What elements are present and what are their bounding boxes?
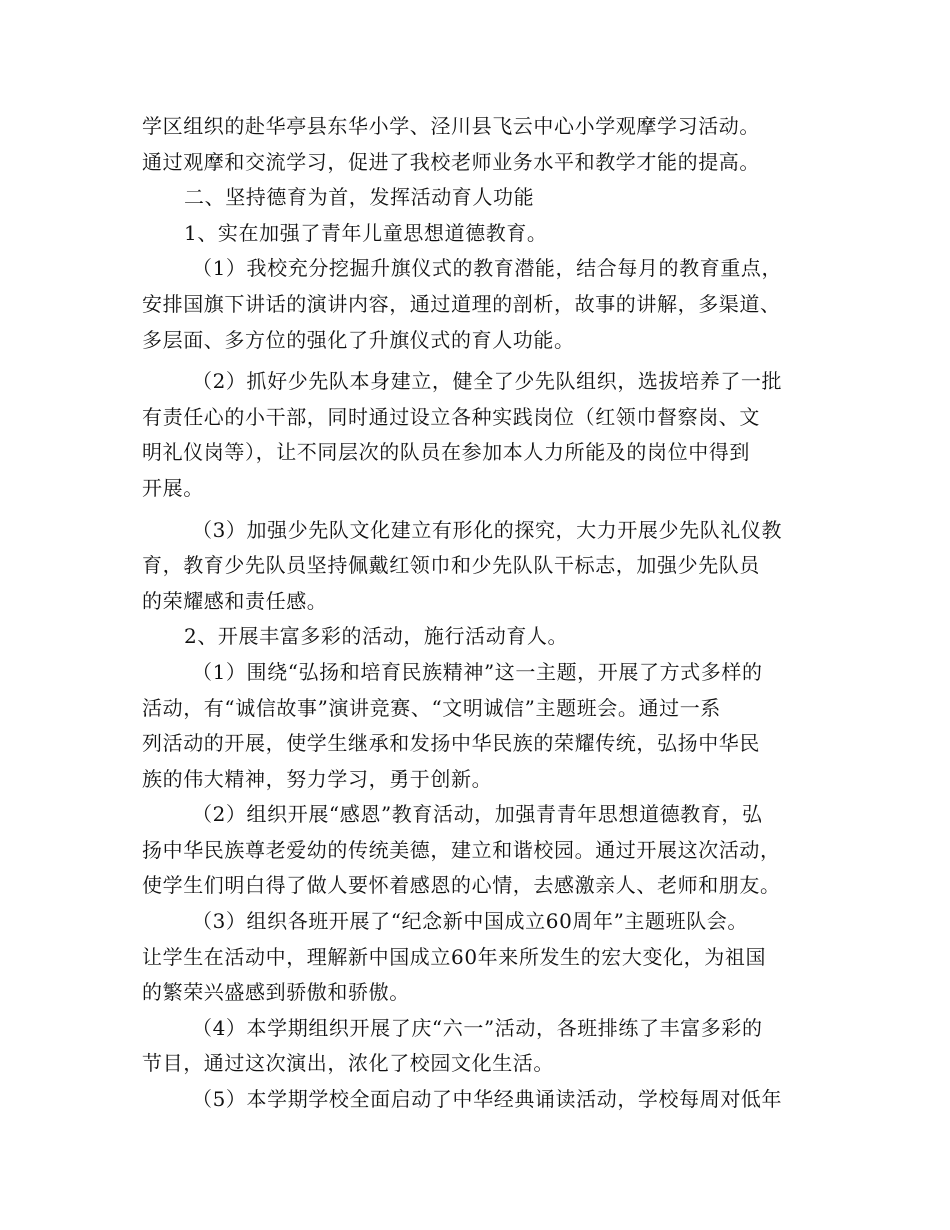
body-text: [142, 109, 822, 1118]
text-line: （2）抓好少先队本身建立，健全了少先队组织，选拔培养了一批: [192, 369, 783, 394]
text-line: （3）组织各班开展了“纪念新中国成立60周年”主题班队会。: [192, 909, 749, 934]
text-line: （1）围绕“弘扬和培育民族精神”这一主题，开展了方式多样的: [192, 659, 763, 684]
text-line: 多层面、多方位的强化了升旗仪式的育人功能。: [142, 327, 575, 352]
text-line: （2）组织开展“感恩”教育活动，加强青青年思想道德教育，弘: [192, 802, 763, 827]
subsection-heading: 2、开展丰富多彩的活动，施行活动育人。: [184, 624, 569, 649]
text-line: （3）加强少先队文化建立有形化的探究，大力开展少先队礼仪教: [192, 517, 783, 542]
text-line: 学区组织的赴华亭县东华小学、泾川县飞云中心小学观摩学习活动。: [142, 114, 760, 138]
section-heading: 二、坚持德育为首，发挥活动育人功能: [184, 185, 535, 210]
text-line: 开展。: [142, 475, 204, 500]
subsection-heading: 1、实在加强了青年儿童思想道德教育。: [184, 220, 548, 245]
text-line: 的繁荣兴盛感到骄傲和骄傲。: [142, 980, 410, 1005]
text-line: 活动，有“诚信故事”演讲竞赛、“文明诚信”主题班会。通过一系: [142, 695, 721, 720]
text-line: 族的伟大精神，努力学习，勇于创新。: [142, 766, 493, 791]
text-line: （1）我校充分挖掘升旗仪式的教育潜能，结合每月的教育重点，: [192, 256, 783, 281]
text-line: （5）本学期学校全面启动了中华经典诵读活动，学校每周对低年: [192, 1087, 783, 1112]
text-line: （4）本学期组织开展了庆“六一”活动，各班排练了丰富多彩的: [192, 1015, 763, 1040]
text-line: 的荣耀感和责任感。: [142, 588, 328, 613]
text-line: 让学生在活动中，理解新中国成立60年来所发生的宏大变化，为祖国: [142, 944, 767, 969]
text-line: 节目，通过这次演出，浓化了校园文化生活。: [142, 1051, 554, 1076]
text-line: 育，教育少先队员坚持佩戴红领巾和少先队队干标志，加强少先队员: [142, 553, 760, 578]
text-line: 列活动的开展，使学生继承和发扬中华民族的荣耀传统，弘扬中华民: [142, 731, 760, 756]
text-line: 安排国旗下讲话的演讲内容，通过道理的剖析，故事的讲解，多渠道、: [142, 291, 781, 316]
text-line: 扬中华民族尊老爱幼的传统美德，建立和谐校园。通过开展这次活动，: [142, 837, 781, 862]
text-line: 明礼仪岗等），让不同层次的队员在参加本人力所能及的岗位中得到: [142, 440, 750, 465]
text-line: 使学生们明白得了做人要怀着感恩的心情，去感激亲人、老师和朋友。: [142, 873, 781, 898]
text-line: 通过观摩和交流学习，促进了我校老师业务水平和教学才能的提高。: [142, 149, 760, 174]
text-line: 有责任心的小干部，同时通过设立各种实践岗位（红领巾督察岗、文: [142, 404, 760, 429]
